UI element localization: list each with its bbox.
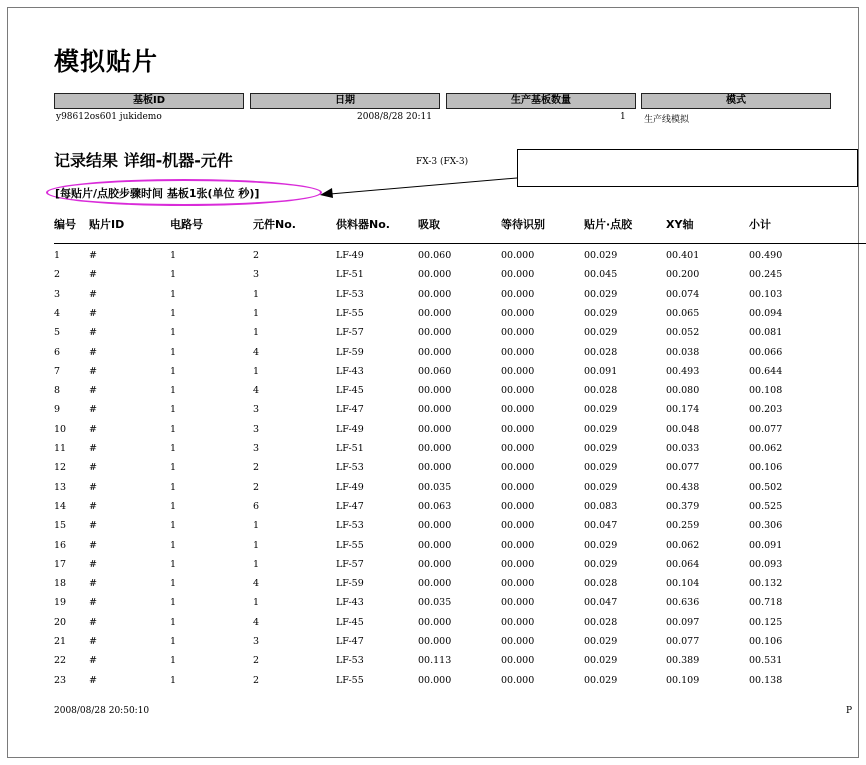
table-row <box>0 540 866 559</box>
table-cell: 00.062 <box>666 539 700 551</box>
table-cell: LF-59 <box>336 346 364 358</box>
table-cell: 00.525 <box>749 500 783 512</box>
table-cell: 11 <box>54 443 67 454</box>
table-cell: 00.048 <box>666 423 700 435</box>
table-cell: 1 <box>170 616 177 628</box>
table-cell: 00.000 <box>501 346 535 358</box>
table-cell: 00.200 <box>666 269 700 281</box>
table-cell: LF-49 <box>336 423 364 435</box>
table-cell: 1 <box>253 597 260 609</box>
table-cell: LF-57 <box>336 558 364 570</box>
page-title: 模拟贴片 <box>54 47 159 76</box>
table-row <box>0 597 866 616</box>
table-cell: 00.028 <box>584 616 618 628</box>
table-cell: 00.000 <box>418 404 452 416</box>
table-cell: 00.000 <box>501 636 535 647</box>
table-cell: LF-53 <box>336 655 364 667</box>
table-row <box>0 462 866 481</box>
table-cell: 10 <box>54 423 67 435</box>
table-cell: 00.035 <box>418 597 452 609</box>
table-cell: 00.718 <box>749 597 783 609</box>
table-row <box>0 636 866 655</box>
table-cell: 4 <box>253 616 260 628</box>
table-cell: # <box>89 558 97 570</box>
table-cell: # <box>89 443 97 454</box>
date-value: 2008/8/28 20:11 <box>357 112 432 122</box>
footer-datetime: 2008/08/28 20:50:10 <box>54 706 150 716</box>
table-cell: 4 <box>253 385 260 397</box>
table-cell: 00.000 <box>501 597 535 609</box>
table-cell: 00.028 <box>584 385 618 397</box>
table-cell: 2 <box>253 250 260 261</box>
table-cell: 2 <box>253 481 260 493</box>
table-cell: # <box>89 269 97 281</box>
table-cell: 1 <box>170 655 177 667</box>
table-cell: 00.028 <box>584 578 618 590</box>
table-cell: 00.389 <box>666 655 700 667</box>
table-cell: 00.097 <box>666 616 700 628</box>
table-cell: 00.029 <box>584 443 618 454</box>
table-cell: # <box>89 597 97 609</box>
table-cell: LF-47 <box>336 404 364 416</box>
table-row <box>0 675 866 694</box>
table-cell: 00.000 <box>418 520 452 532</box>
table-cell: 1 <box>253 365 260 377</box>
table-cell: 1 <box>170 365 177 377</box>
table-cell: 2 <box>253 462 260 474</box>
table-cell: 3 <box>253 269 260 281</box>
table-cell: 5 <box>54 327 61 339</box>
table-cell: 00.000 <box>418 288 452 300</box>
callout-box <box>517 149 858 187</box>
table-cell: 00.077 <box>666 636 700 647</box>
table-cell: 00.636 <box>666 597 700 609</box>
table-cell: 22 <box>54 655 67 667</box>
table-cell: LF-57 <box>336 327 364 339</box>
table-cell: # <box>89 288 97 300</box>
table-cell: 3 <box>253 443 260 454</box>
table-cell: 00.029 <box>584 307 618 319</box>
table-cell: 00.245 <box>749 269 783 281</box>
table-cell: LF-55 <box>336 539 364 551</box>
table-cell: 8 <box>54 385 61 397</box>
table-cell: # <box>89 500 97 512</box>
table-cell: 00.000 <box>418 423 452 435</box>
header-box-mode: 模式 <box>641 93 831 109</box>
table-cell: 21 <box>54 636 67 647</box>
table-cell: 1 <box>170 558 177 570</box>
table-cell: 00.029 <box>584 404 618 416</box>
table-cell: 00.103 <box>749 288 783 300</box>
table-cell: 00.000 <box>501 578 535 590</box>
table-cell: LF-51 <box>336 443 364 454</box>
table-cell: # <box>89 462 97 474</box>
table-row <box>0 327 866 346</box>
table-cell: 23 <box>54 674 67 686</box>
table-cell: 00.029 <box>584 288 618 300</box>
table-cell: 00.106 <box>749 636 783 647</box>
table-cell: 00.644 <box>749 365 783 377</box>
table-cell: 00.000 <box>418 327 452 339</box>
table-cell: 00.029 <box>584 250 618 261</box>
table-cell: 3 <box>54 288 61 300</box>
table-cell: # <box>89 385 97 397</box>
table-cell: 7 <box>54 365 61 377</box>
table-cell: 00.074 <box>666 288 700 300</box>
table-cell: 1 <box>253 288 260 300</box>
section-subtitle: 记录结果 详细-机器-元件 <box>54 151 233 170</box>
table-cell: 12 <box>54 462 67 474</box>
table-cell: 00.052 <box>666 327 700 339</box>
table-cell: 00.106 <box>749 462 783 474</box>
table-cell: 00.000 <box>418 346 452 358</box>
table-cell: 3 <box>253 636 260 647</box>
mode-value: 生产线模拟 <box>644 115 690 125</box>
table-cell: 1 <box>170 520 177 532</box>
table-cell: 00.083 <box>584 500 618 512</box>
table-cell: # <box>89 616 97 628</box>
table-cell: 00.081 <box>749 327 783 339</box>
table-cell: 00.000 <box>418 674 452 686</box>
table-row <box>0 347 866 366</box>
table-cell: 00.203 <box>749 404 783 416</box>
table-cell: 6 <box>54 346 61 358</box>
table-cell: 00.000 <box>418 616 452 628</box>
table-cell: 00.062 <box>749 443 783 454</box>
table-cell: 00.000 <box>418 539 452 551</box>
table-cell: 4 <box>54 307 61 319</box>
board-id-value: y98612os601 jukidemo <box>56 112 162 122</box>
table-cell: 00.091 <box>749 539 783 551</box>
table-cell: 00.093 <box>749 558 783 570</box>
table-cell: 00.029 <box>584 674 618 686</box>
table-cell: # <box>89 307 97 319</box>
table-cell: 00.000 <box>501 404 535 416</box>
table-cell: # <box>89 365 97 377</box>
table-cell: LF-45 <box>336 616 364 628</box>
table-cell: 1 <box>170 385 177 397</box>
table-cell: # <box>89 655 97 667</box>
table-cell: 1 <box>170 636 177 647</box>
table-cell: 00.060 <box>418 365 452 377</box>
table-cell: 19 <box>54 597 67 609</box>
table-cell: 00.000 <box>501 539 535 551</box>
table-cell: 2 <box>253 674 260 686</box>
table-row <box>0 289 866 308</box>
column-header: 吸取 <box>418 218 440 231</box>
table-row <box>0 424 866 443</box>
table-cell: 00.531 <box>749 655 783 667</box>
table-row <box>0 308 866 327</box>
table-cell: 00.000 <box>501 558 535 570</box>
table-cell: 9 <box>54 404 61 416</box>
table-cell: LF-47 <box>336 500 364 512</box>
table-cell: 00.029 <box>584 636 618 647</box>
table-cell: LF-55 <box>336 307 364 319</box>
table-cell: 00.493 <box>666 365 700 377</box>
table-cell: 00.029 <box>584 462 618 474</box>
table-row <box>0 443 866 462</box>
table-cell: 00.033 <box>666 443 700 454</box>
table-cell: 00.125 <box>749 616 783 628</box>
table-cell: LF-43 <box>336 365 364 377</box>
table-cell: 00.029 <box>584 423 618 435</box>
table-cell: 00.000 <box>501 500 535 512</box>
table-cell: 00.000 <box>418 558 452 570</box>
table-cell: 00.000 <box>501 288 535 300</box>
column-header: 编号 <box>54 218 76 231</box>
table-cell: 00.080 <box>666 385 700 397</box>
table-cell: 00.000 <box>501 307 535 319</box>
table-cell: 00.029 <box>584 539 618 551</box>
table-cell: LF-47 <box>336 636 364 647</box>
table-cell: LF-59 <box>336 578 364 590</box>
table-cell: 1 <box>170 250 177 261</box>
table-cell: 1 <box>253 520 260 532</box>
table-cell: LF-53 <box>336 288 364 300</box>
unit-label: [每贴片/点胶步骤时间 基板1张(单位 秒)] <box>55 187 260 200</box>
table-cell: 1 <box>170 423 177 435</box>
table-cell: 1 <box>170 462 177 474</box>
table-cell: 15 <box>54 520 67 532</box>
table-cell: LF-51 <box>336 269 364 281</box>
table-row <box>0 655 866 674</box>
table-cell: 18 <box>54 578 67 590</box>
table-cell: 17 <box>54 558 67 570</box>
table-cell: 00.108 <box>749 385 783 397</box>
table-cell: 00.401 <box>666 250 700 261</box>
table-cell: 00.000 <box>501 616 535 628</box>
page-label: P <box>846 706 853 716</box>
table-cell: 1 <box>253 307 260 319</box>
table-cell: 14 <box>54 500 67 512</box>
table-cell: 16 <box>54 539 67 551</box>
table-cell: 1 <box>170 481 177 493</box>
table-cell: 00.000 <box>418 443 452 454</box>
table-cell: 20 <box>54 616 67 628</box>
table-cell: 3 <box>253 404 260 416</box>
table-cell: 00.000 <box>501 423 535 435</box>
table-cell: 00.000 <box>501 481 535 493</box>
table-cell: 1 <box>170 443 177 454</box>
table-cell: LF-53 <box>336 462 364 474</box>
table-cell: # <box>89 520 97 532</box>
table-cell: 00.060 <box>418 250 452 261</box>
table-cell: 1 <box>170 327 177 339</box>
table-cell: # <box>89 636 97 647</box>
count-value: 1 <box>620 112 626 122</box>
table-cell: # <box>89 327 97 339</box>
table-cell: 00.000 <box>501 385 535 397</box>
table-cell: 00.029 <box>584 558 618 570</box>
table-cell: 00.029 <box>584 327 618 339</box>
table-cell: 00.306 <box>749 520 783 532</box>
table-cell: LF-45 <box>336 385 364 397</box>
table-cell: 00.045 <box>584 269 618 281</box>
header-box-board-id: 基板ID <box>54 93 244 109</box>
table-cell: 1 <box>170 346 177 358</box>
table-cell: 00.064 <box>666 558 700 570</box>
table-cell: LF-43 <box>336 597 364 609</box>
table-cell: 00.000 <box>418 269 452 281</box>
table-cell: 00.065 <box>666 307 700 319</box>
table-cell: 00.000 <box>501 250 535 261</box>
table-cell: # <box>89 423 97 435</box>
table-cell: 00.132 <box>749 578 783 590</box>
table-cell: 00.094 <box>749 307 783 319</box>
table-cell: 00.000 <box>418 307 452 319</box>
table-cell: 00.038 <box>666 346 700 358</box>
column-header: XY轴 <box>666 218 694 231</box>
machine-label: FX-3 (FX-3) <box>416 157 469 167</box>
table-cell: 1 <box>170 578 177 590</box>
table-cell: 00.000 <box>418 578 452 590</box>
table-cell: LF-49 <box>336 481 364 493</box>
table-cell: 1 <box>170 500 177 512</box>
column-header: 贴片·点胶 <box>584 218 633 231</box>
header-rule <box>54 243 866 244</box>
table-cell: 00.000 <box>501 520 535 532</box>
column-header: 电路号 <box>170 218 203 231</box>
table-cell: 00.077 <box>749 423 783 435</box>
table-row <box>0 250 866 269</box>
table-row <box>0 559 866 578</box>
table-row <box>0 385 866 404</box>
table-cell: 00.174 <box>666 404 700 416</box>
table-row <box>0 482 866 501</box>
header-box-date: 日期 <box>250 93 440 109</box>
column-header: 小计 <box>749 218 771 231</box>
table-cell: 00.138 <box>749 674 783 686</box>
table-cell: 00.490 <box>749 250 783 261</box>
column-header: 供料器No. <box>336 218 390 231</box>
table-cell: 00.104 <box>666 578 700 590</box>
table-cell: 4 <box>253 578 260 590</box>
table-cell: # <box>89 346 97 358</box>
table-cell: 00.113 <box>418 655 452 667</box>
table-row <box>0 578 866 597</box>
table-cell: 3 <box>253 423 260 435</box>
table-row <box>0 269 866 288</box>
table-cell: 2 <box>253 655 260 667</box>
table-cell: 00.000 <box>418 636 452 647</box>
table-cell: 1 <box>253 327 260 339</box>
table-cell: 00.000 <box>501 443 535 454</box>
table-cell: 00.063 <box>418 500 452 512</box>
table-cell: 00.000 <box>501 327 535 339</box>
table-cell: # <box>89 250 97 261</box>
table-cell: 1 <box>170 597 177 609</box>
table-cell: 1 <box>253 539 260 551</box>
table-cell: LF-55 <box>336 674 364 686</box>
table-cell: 00.028 <box>584 346 618 358</box>
table-row <box>0 366 866 385</box>
table-cell: 00.029 <box>584 655 618 667</box>
table-cell: 00.000 <box>501 655 535 667</box>
table-cell: 00.000 <box>501 462 535 474</box>
table-cell: 00.091 <box>584 365 618 377</box>
table-cell: LF-49 <box>336 250 364 261</box>
table-cell: 1 <box>170 539 177 551</box>
table-cell: 00.259 <box>666 520 700 532</box>
column-header: 等待识别 <box>501 218 545 231</box>
table-cell: 00.035 <box>418 481 452 493</box>
table-row <box>0 404 866 423</box>
table-row <box>0 520 866 539</box>
table-cell: 00.077 <box>666 462 700 474</box>
header-box-count: 生产基板数量 <box>446 93 636 109</box>
table-cell: 1 <box>170 269 177 281</box>
table-cell: # <box>89 539 97 551</box>
table-cell: 00.047 <box>584 597 618 609</box>
table-cell: 00.438 <box>666 481 700 493</box>
table-cell: # <box>89 578 97 590</box>
table-cell: 1 <box>170 404 177 416</box>
table-cell: 1 <box>170 674 177 686</box>
table-cell: 6 <box>253 500 260 512</box>
table-cell: 2 <box>54 269 61 281</box>
table-cell: 1 <box>170 307 177 319</box>
table-cell: 1 <box>54 250 61 261</box>
table-row <box>0 501 866 520</box>
table-cell: 00.379 <box>666 500 700 512</box>
callout-arrow-icon <box>318 174 518 198</box>
table-cell: 00.109 <box>666 674 700 686</box>
table-cell: 00.000 <box>501 365 535 377</box>
table-cell: 1 <box>253 558 260 570</box>
table-cell: # <box>89 404 97 416</box>
table-row <box>0 617 866 636</box>
table-cell: 00.047 <box>584 520 618 532</box>
table-cell: 00.029 <box>584 481 618 493</box>
table-cell: 4 <box>253 346 260 358</box>
column-header: 元件No. <box>253 218 296 231</box>
table-cell: 00.000 <box>418 385 452 397</box>
table-cell: 1 <box>170 288 177 300</box>
table-cell: # <box>89 674 97 686</box>
table-cell: LF-53 <box>336 520 364 532</box>
table-cell: 00.000 <box>501 674 535 686</box>
table-cell: 13 <box>54 481 67 493</box>
column-header: 贴片ID <box>89 218 125 231</box>
table-cell: 00.066 <box>749 346 783 358</box>
table-cell: 00.000 <box>501 269 535 281</box>
table-cell: 00.502 <box>749 481 783 493</box>
table-cell: # <box>89 481 97 493</box>
table-cell: 00.000 <box>418 462 452 474</box>
